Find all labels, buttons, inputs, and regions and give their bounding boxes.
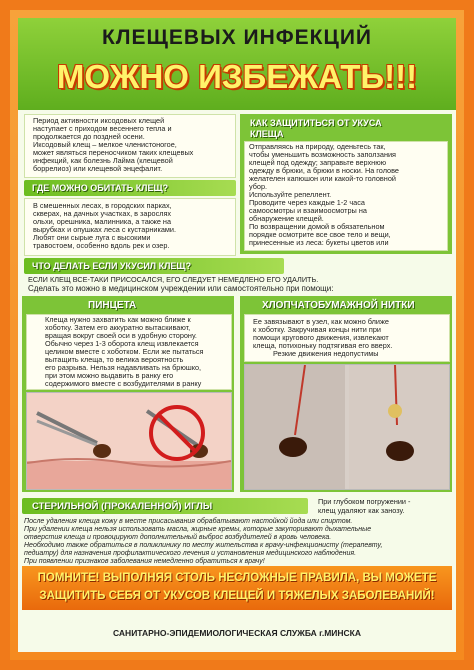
tweezers-text-3: вращая вокруг своей оси в удобную сторону. xyxy=(45,331,197,340)
needle-note-2: клещ удаляют как занозу. xyxy=(318,506,405,515)
where-text-1: В смешенных лесах, в городских парках, xyxy=(33,201,172,210)
protect-text-7: Используйте репеллент. xyxy=(249,190,332,199)
thread-box xyxy=(244,314,450,362)
tweezers-text-8: при этом можно выдавить в ранку его xyxy=(45,371,174,380)
tweezers-image xyxy=(26,392,232,490)
warning-line-1: ПОМНИТЕ! ВЫПОЛНЯЯ СТОЛЬ НЕСЛОЖНЫЕ ПРАВИЛА, ВЫ МОЖЕТЕ xyxy=(37,572,437,584)
after-text-1: После удаления клеща кожу в месте присасывания обрабатывают настойкой йода или спиртом. xyxy=(24,518,353,525)
protect-text-13: принесенные из леса: букеты цветов или xyxy=(249,238,389,247)
title-line-1: КЛЕЩЕВЫХ ИНФЕКЦИЙ xyxy=(101,26,373,49)
where-heading: ГДЕ МОЖНО ОБИТАТЬ КЛЕЩ? xyxy=(32,183,169,193)
protect-heading-1: КАК ЗАЩИТИТЬСЯ ОТ УКУСА xyxy=(250,118,382,128)
thread-text-5: Резкие движения недопустимы xyxy=(273,349,379,358)
where-text-5: Любят они сырые луга с высокими xyxy=(33,233,151,242)
tweezers-text-7: его разрыва. Нельзя надавливать на брюшко, xyxy=(45,363,202,372)
thread-text-4: клеща, потихоньку подтягивая его вверх. xyxy=(253,341,393,350)
title-band xyxy=(18,18,456,110)
thread-text-2: к хоботку. Закручивая концы нити при xyxy=(253,325,381,334)
protect-text-11: По возвращении домой в обязательном xyxy=(249,222,385,231)
title-line-2: МОЖНО ИЗБЕЖАТЬ!!! xyxy=(56,58,418,95)
after-text-6: При появлении признаков заболевания немедленно обратиться к врачу! xyxy=(24,558,265,565)
protect-heading-2: КЛЕЩА xyxy=(250,129,284,139)
bite-text-1: ЕСЛИ КЛЕЩ ВСЕ-ТАКИ ПРИСОСАЛСЯ, ЕГО СЛЕДУЕТ НЕМЕДЛЕНО ЕГО УДАЛИТЬ. xyxy=(28,275,319,284)
warning-line-2: ЗАЩИТИТЬ СЕБЯ ОТ УКУСОВ КЛЕЩЕЙ И ТЯЖЕЛЫХ ЗАБОЛЕВАНИЙ! xyxy=(39,590,435,602)
tweezers-illustration xyxy=(27,393,231,489)
protect-box xyxy=(244,141,448,251)
thread-heading: ХЛОПЧАТОБУМАЖНОЙ НИТКИ xyxy=(262,300,415,311)
bite-heading-bar xyxy=(24,258,284,274)
intro-box xyxy=(24,114,236,178)
intro-text-4: Иксодовый клещ – мелкое членистоногое, xyxy=(33,140,177,149)
tweezers-text-4: Обычно через 1-3 оборота клещ извлекается xyxy=(45,339,199,348)
protect-text-3: клещей под одежду; заправьте верхнюю xyxy=(249,158,387,167)
warning-banner xyxy=(22,566,452,610)
protect-panel xyxy=(240,114,452,254)
tweezers-text-2: хоботку. Затем его аккуратно вытаскивают, xyxy=(45,323,191,332)
needle-note-1: При глубоком погружении - xyxy=(318,497,411,506)
tweezers-text-5: целиком вместе с хоботком. Если же пытаться xyxy=(45,347,204,356)
intro-text-7: боррелиоз) или клещевой энцефалит. xyxy=(33,164,163,173)
tweezers-text-9: содержимого вместе с возбудителями в ранку xyxy=(45,379,202,388)
protect-text-8: Проводите через каждые 1-2 часа xyxy=(249,198,365,207)
intro-text-3: продолжается до поздней осени. xyxy=(33,132,145,141)
protect-text-4: одежду в брюки, а брюки в носки. На голове xyxy=(249,166,399,175)
protect-text-9: самоосмотры и взаимоосмотры на xyxy=(249,206,367,215)
needle-heading-bar xyxy=(22,498,308,514)
bite-text-2: Сделать это можно в медицинском учреждении или самостоятельно при помощи: xyxy=(28,284,334,293)
protect-text-5: желателен капюшон или какой-то головной xyxy=(249,174,396,183)
thread-image xyxy=(244,364,450,490)
protect-text-2: чтобы уменьшить возможность заползания xyxy=(249,150,397,159)
where-text-2: скверах, на дачных участках, в зарослях xyxy=(33,209,172,218)
tweezers-text-1: Клеща нужно захватить как можно ближе к xyxy=(45,315,191,324)
thread-text-3: помощи кругового движения, извлекают xyxy=(253,333,389,342)
tweezers-heading: ПИНЦЕТА xyxy=(88,300,137,311)
bite-heading: ЧТО ДЕЛАТЬ ЕСЛИ УКУСИЛ КЛЕЩ? xyxy=(32,261,192,271)
after-text-5: педиатру) для назначения профилактического лечения и установления медицинского наблюдения. xyxy=(24,550,357,557)
protect-text-10: обнаружение клещей. xyxy=(249,214,324,223)
where-text-3: ольхи, орешника, малинника, а также на xyxy=(33,217,171,226)
where-text-4: вырубках и опушках леса с кустарниками. xyxy=(33,225,177,234)
where-heading-bar xyxy=(24,180,236,196)
tweezers-box xyxy=(26,314,232,390)
where-box xyxy=(24,198,236,256)
thread-illustration xyxy=(245,365,449,489)
intro-text-6: инфекций, как болезнь Лайма (клещевой xyxy=(33,156,173,165)
intro-text-2: наступает с приходом весеннего тепла и xyxy=(33,124,172,133)
poster xyxy=(18,18,456,652)
thread-text-1: Ее завязывают в узел, как можно ближе xyxy=(253,317,389,326)
needle-heading: СТЕРИЛЬНОЙ (ПРОКАЛЕННОЙ) ИГЛЫ xyxy=(32,501,213,512)
after-text-3: отверстия клеща и провоцируют дополнительный выброс возбудителей в кровь человека. xyxy=(24,534,332,541)
after-text-2: При удалении клеща нельзя использовать масла, жирные кремы, которые закупоривают дыхательные xyxy=(24,526,372,533)
protect-text-1: Отправляясь на природу, оденьтесь так, xyxy=(249,142,386,151)
protect-text-12: порядке осмотрите все свое тело и вещи, xyxy=(249,230,391,239)
where-text-6: травостоем, особенно вдоль рек и озер. xyxy=(33,241,170,250)
tweezers-text-6: вытащить клеща, то велика вероятность xyxy=(45,355,184,364)
intro-text-1: Период активности иксодовых клещей xyxy=(33,116,165,125)
protect-text-6: убор. xyxy=(249,182,268,191)
intro-text-5: может являться переносчиком таких клещевых xyxy=(33,148,194,157)
org-name: САНИТАРНО-ЭПИДЕМИОЛОГИЧЕСКАЯ СЛУЖБА г.МИНСКА xyxy=(112,628,361,638)
after-text-4: Необходимо также обратиться в поликлинику по месту жительства к врачу-инфекционисту (терапевту, xyxy=(24,542,383,549)
